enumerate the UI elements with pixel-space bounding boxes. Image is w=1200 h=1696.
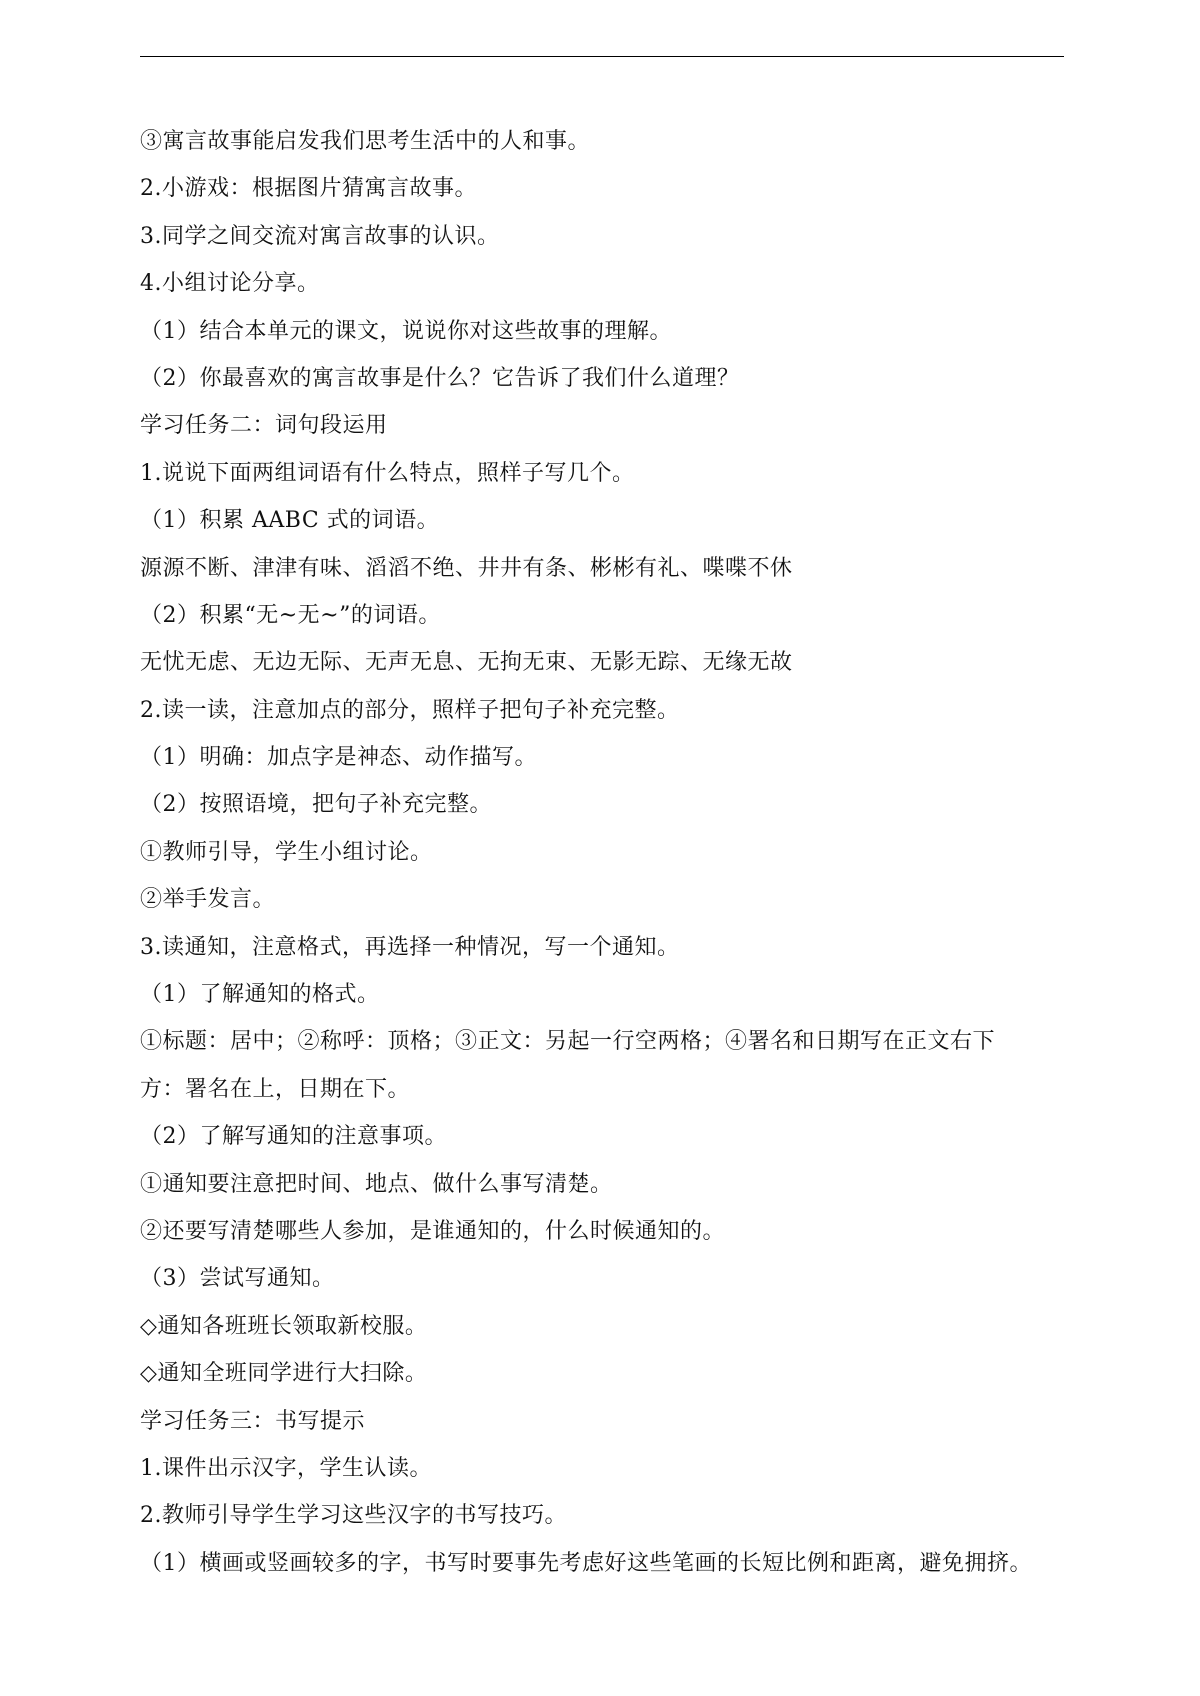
- text-line: （3）尝试写通知。: [140, 1266, 335, 1292]
- text-line: （1）明确：加点字是神态、动作描写。: [140, 745, 537, 771]
- text-line: 2.小游戏：根据图片猜寓言故事。: [140, 176, 477, 202]
- text-line: 3.同学之间交流对寓言故事的认识。: [140, 223, 500, 249]
- text-line: ◇通知各班班长领取新校服。: [140, 1313, 428, 1339]
- text-line: 2.教师引导学生学习这些汉字的书写技巧。: [140, 1503, 567, 1529]
- text-line: 1.说说下面两组词语有什么特点，照样子写几个。: [140, 460, 635, 486]
- text-line: ②还要写清楚哪些人参加，是谁通知的，什么时候通知的。: [140, 1218, 726, 1244]
- text-line: （2）按照语境，把句子补充完整。: [140, 792, 492, 818]
- text-line: （1）了解通知的格式。: [140, 982, 380, 1008]
- text-line: ①标题：居中；②称呼：顶格；③正文：另起一行空两格；④署名和日期写在正文右下: [140, 1029, 996, 1055]
- header-rule: [140, 56, 1064, 57]
- word-list: 无忧无虑、无边无际、无声无息、无拘无束、无影无踪、无缘无故: [140, 650, 793, 676]
- text-line: （1）横画或竖画较多的字，书写时要事先考虑好这些笔画的长短比例和距离，避免拥挤。: [140, 1550, 1033, 1576]
- text-line: ①教师引导，学生小组讨论。: [140, 839, 433, 865]
- text-line: （2）你最喜欢的寓言故事是什么？它告诉了我们什么道理？: [140, 365, 740, 391]
- text-line: （1）积累 AABC 式的词语。: [140, 508, 440, 534]
- document-body: [140, 118, 1070, 1587]
- text-line: （2）积累“无~无~”的词语。: [140, 602, 441, 628]
- text-line: （2）了解写通知的注意事项。: [140, 1124, 447, 1150]
- text-line: 2.读一读，注意加点的部分，照样子把句子补充完整。: [140, 697, 680, 723]
- word-list: 源源不断、津津有味、滔滔不绝、井井有条、彬彬有礼、喋喋不休: [140, 555, 793, 581]
- text-line: 3.读通知，注意格式，再选择一种情况，写一个通知。: [140, 934, 680, 960]
- text-line: ③寓言故事能启发我们思考生活中的人和事。: [140, 129, 591, 154]
- text-line: （1）结合本单元的课文，说说你对这些故事的理解。: [140, 318, 672, 344]
- text-line: 方：署名在上，日期在下。: [140, 1076, 411, 1102]
- section-heading: 学习任务二：词句段运用: [140, 413, 388, 439]
- text-line: ◇通知全班同学进行大扫除。: [140, 1361, 428, 1387]
- text-line: 1.课件出示汉字，学生认读。: [140, 1455, 432, 1481]
- section-heading: 学习任务三：书写提示: [140, 1408, 366, 1434]
- text-line: 4.小组讨论分享。: [140, 271, 320, 297]
- text-line: ②举手发言。: [140, 887, 276, 913]
- text-line: ①通知要注意把时间、地点、做什么事写清楚。: [140, 1171, 613, 1197]
